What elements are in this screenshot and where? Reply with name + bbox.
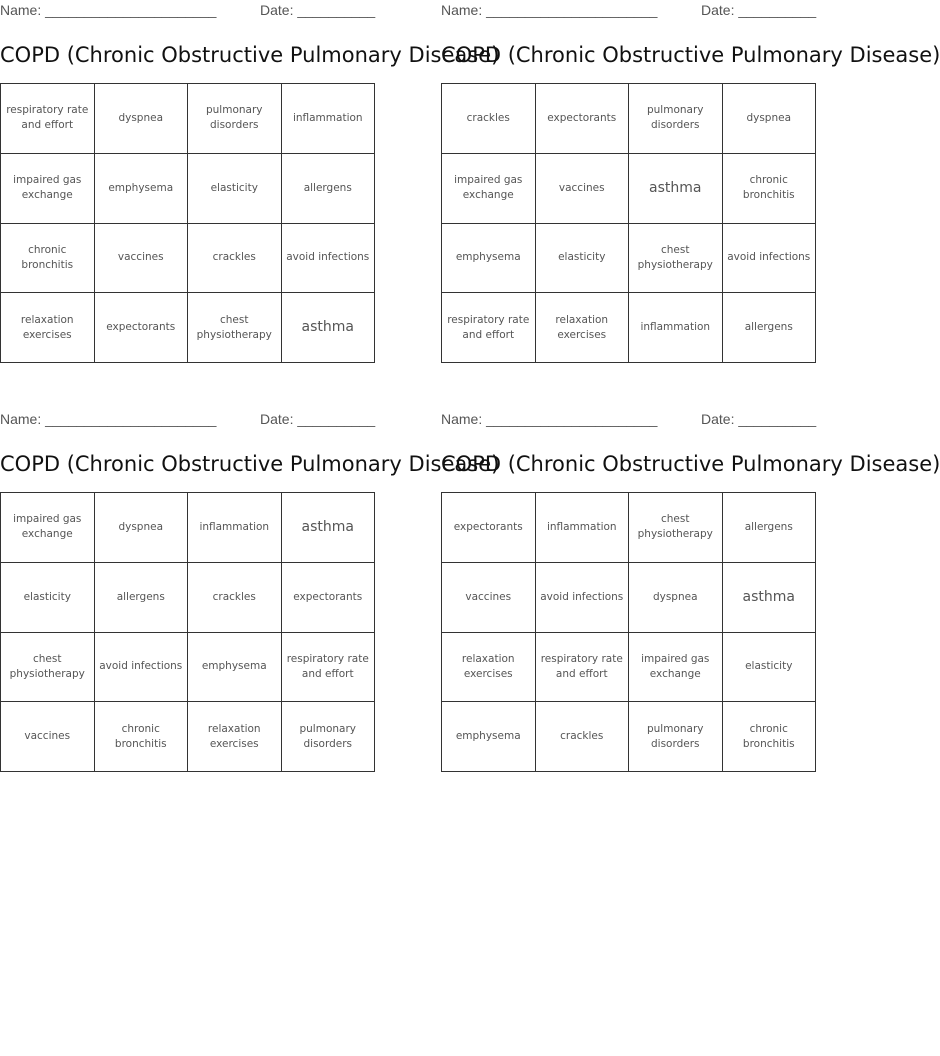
name-date-row — [0, 409, 376, 431]
bingo-cell: crackles — [188, 563, 282, 633]
bingo-cell: emphysema — [442, 702, 536, 772]
bingo-cell: impaired gas exchange — [442, 154, 536, 224]
bingo-cell: inflammation — [629, 293, 723, 363]
date-line: Date: __________ — [701, 411, 817, 427]
bingo-cell: asthma — [629, 154, 723, 224]
date-line: Date: __________ — [260, 411, 376, 427]
bingo-cell: pulmonary disorders — [629, 702, 723, 772]
bingo-cell: chest physiotherapy — [1, 633, 95, 703]
bingo-cell: allergens — [723, 293, 817, 363]
bingo-cell: elasticity — [723, 633, 817, 703]
bingo-card — [0, 0, 500, 341]
bingo-cell: avoid infections — [536, 563, 630, 633]
bingo-cell: allergens — [282, 154, 376, 224]
bingo-cell: relaxation exercises — [1, 293, 95, 363]
bingo-cell: emphysema — [442, 224, 536, 294]
bingo-grid — [441, 492, 816, 772]
bingo-cell: chronic bronchitis — [1, 224, 95, 294]
bingo-cell: relaxation exercises — [188, 702, 282, 772]
bingo-cell: chest physiotherapy — [188, 293, 282, 363]
bingo-grid — [441, 83, 816, 363]
card-title: COPD (Chronic Obstructive Pulmonary Disease) — [0, 43, 500, 67]
bingo-grid — [0, 492, 375, 772]
bingo-cell: inflammation — [188, 493, 282, 563]
bingo-card — [0, 409, 500, 750]
bingo-cell: elasticity — [1, 563, 95, 633]
bingo-cell: impaired gas exchange — [1, 154, 95, 224]
bingo-cell: relaxation exercises — [536, 293, 630, 363]
bingo-cell: avoid infections — [95, 633, 189, 703]
date-line: Date: __________ — [701, 2, 817, 18]
bingo-cell: crackles — [442, 84, 536, 154]
card-title: COPD (Chronic Obstructive Pulmonary Disease) — [441, 43, 940, 67]
name-date-row — [441, 409, 817, 431]
bingo-cell: respiratory rate and effort — [282, 633, 376, 703]
bingo-cell: impaired gas exchange — [629, 633, 723, 703]
bingo-cell: pulmonary disorders — [629, 84, 723, 154]
bingo-cell: elasticity — [188, 154, 282, 224]
bingo-cell: asthma — [282, 293, 376, 363]
bingo-cell: respiratory rate and effort — [1, 84, 95, 154]
bingo-cell: dyspnea — [723, 84, 817, 154]
bingo-cell: pulmonary disorders — [282, 702, 376, 772]
bingo-cell: chest physiotherapy — [629, 224, 723, 294]
bingo-cell: chronic bronchitis — [723, 154, 817, 224]
bingo-cell: vaccines — [95, 224, 189, 294]
name-line: Name: ______________________ — [441, 411, 658, 427]
bingo-cell: expectorants — [442, 493, 536, 563]
bingo-cell: inflammation — [536, 493, 630, 563]
name-line: Name: ______________________ — [0, 2, 217, 18]
bingo-cell: respiratory rate and effort — [442, 293, 536, 363]
bingo-cell: expectorants — [282, 563, 376, 633]
name-date-row — [441, 0, 817, 22]
bingo-cell: asthma — [282, 493, 376, 563]
bingo-card — [441, 0, 940, 341]
date-line: Date: __________ — [260, 2, 376, 18]
bingo-cell: emphysema — [188, 633, 282, 703]
bingo-cell: avoid infections — [723, 224, 817, 294]
bingo-cell: expectorants — [95, 293, 189, 363]
name-line: Name: ______________________ — [0, 411, 217, 427]
bingo-cell: expectorants — [536, 84, 630, 154]
name-line: Name: ______________________ — [441, 2, 658, 18]
bingo-card — [441, 409, 940, 750]
bingo-cell: pulmonary disorders — [188, 84, 282, 154]
bingo-cell: dyspnea — [95, 84, 189, 154]
card-title: COPD (Chronic Obstructive Pulmonary Disease) — [441, 452, 940, 476]
bingo-cell: impaired gas exchange — [1, 493, 95, 563]
bingo-cell: vaccines — [536, 154, 630, 224]
bingo-cell: avoid infections — [282, 224, 376, 294]
bingo-cell: dyspnea — [629, 563, 723, 633]
bingo-cell: emphysema — [95, 154, 189, 224]
bingo-cell: elasticity — [536, 224, 630, 294]
bingo-cell: chronic bronchitis — [723, 702, 817, 772]
bingo-cell: inflammation — [282, 84, 376, 154]
bingo-cell: vaccines — [1, 702, 95, 772]
card-title: COPD (Chronic Obstructive Pulmonary Disease) — [0, 452, 500, 476]
bingo-cell: relaxation exercises — [442, 633, 536, 703]
bingo-cell: allergens — [95, 563, 189, 633]
name-date-row — [0, 0, 376, 22]
bingo-cell: crackles — [536, 702, 630, 772]
bingo-cell: asthma — [723, 563, 817, 633]
bingo-cell: chronic bronchitis — [95, 702, 189, 772]
bingo-cell: vaccines — [442, 563, 536, 633]
bingo-cell: crackles — [188, 224, 282, 294]
bingo-cell: respiratory rate and effort — [536, 633, 630, 703]
bingo-cell: chest physiotherapy — [629, 493, 723, 563]
bingo-cell: allergens — [723, 493, 817, 563]
bingo-grid — [0, 83, 375, 363]
bingo-cell: dyspnea — [95, 493, 189, 563]
